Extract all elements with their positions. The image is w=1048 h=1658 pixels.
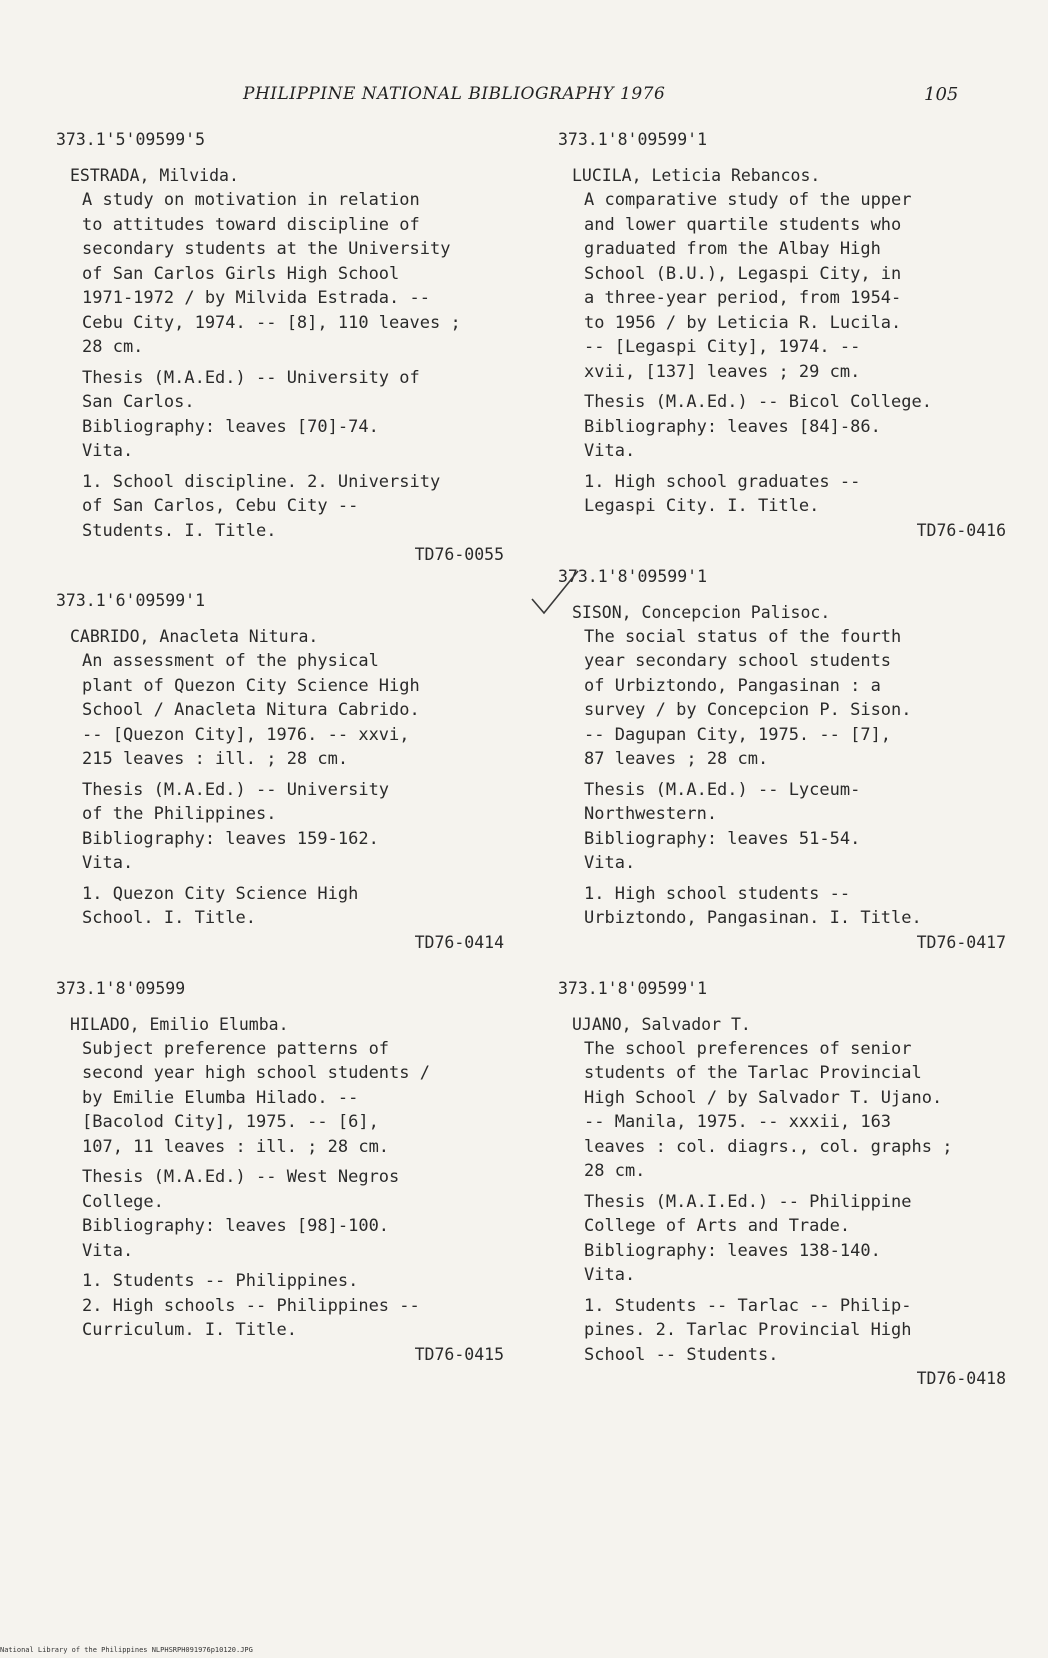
author-heading: SISON, Concepcion Palisoc. — [572, 602, 831, 622]
title-description: The social status of the fourth year secondary school students of Urbiztondo, Pangasinan : a survey / by Concepcion P. Sison. -- Dagupan City, 1975. -- [7], 87 leaves ; 28 cm. — [584, 626, 912, 769]
title-description: The school preferences of senior students of the Tarlac Provincial High School / by Salvador T. Ujano. -- Manila, 1975. -- xxxii, 163 leaves : col. diagrs., col. graphs ; 28 cm. — [584, 1038, 953, 1181]
bibliographic-entry — [56, 977, 506, 1367]
subject-tracings: 1. School discipline. 2. University of San Carlos, Cebu City -- Students. I. Title. — [82, 471, 441, 541]
author-heading: HILADO, Emilio Elumba. — [70, 1014, 289, 1034]
left-column — [56, 128, 506, 1389]
title-description: A study on motivation in relation to attitudes toward discipline of secondary students at the University of San Carlos Girls High School 1971-1972 / by Milvida Estrada. -- Cebu City, 1974. -- [8], 110 leaves ; 28 cm. — [82, 190, 461, 357]
subject-tracings: 1. Students -- Tarlac -- Philip- pines. 2. Tarlac Provincial High School -- Students. — [584, 1295, 912, 1365]
subject-tracings: 1. High school students -- Urbiztondo, Pangasinan. I. Title. — [584, 883, 922, 928]
call-number: 373.1'8'09599'1 — [558, 566, 708, 586]
check-mark-icon — [530, 569, 582, 617]
running-title: PHILIPPINE NATIONAL BIBLIOGRAPHY 1976 — [243, 84, 666, 104]
page-number: 105 — [924, 84, 959, 105]
title-description: A comparative study of the upper and lower quartile students who graduated from the Albay High School (B.U.), Legaspi City, in a three-year period, from 1954- to 1956 / by Leticia R. Lucila. -- [Legaspi City], 1974. -- xvii, [137] leaves ; 29 cm. — [584, 190, 912, 382]
control-number: TD76-0417 — [916, 932, 1006, 952]
thesis-notes: Thesis (M.A.I.Ed.) -- Philippine College of Arts and Trade. Bibliography: leaves 138-140. Vita. — [584, 1191, 912, 1285]
author-heading: LUCILA, Leticia Rebancos. — [572, 166, 821, 185]
bibliographic-entry — [56, 589, 506, 955]
control-number: TD76-0416 — [916, 520, 1006, 540]
control-number: TD76-0414 — [414, 932, 504, 952]
call-number: 373.1'5'09599'5 — [56, 130, 206, 149]
title-description: Subject preference patterns of second year high school students / by Emilie Elumba Hilado. -- [Bacolod City], 1975. -- [6], 107, 11 leaves : ill. ; 28 cm. — [82, 1038, 430, 1157]
bibliographic-entry — [558, 977, 1008, 1392]
call-number: 373.1'6'09599'1 — [56, 591, 206, 610]
call-number: 373.1'8'09599 — [56, 978, 186, 998]
scan-footer: National Library of the Philippines NLPHSRPH091976p10120.JPG — [0, 1646, 253, 1654]
subject-tracings: 1. High school graduates -- Legaspi City. I. Title. — [584, 471, 861, 516]
bibliographic-entry — [558, 565, 1008, 955]
subject-tracings: 1. Quezon City Science High School. I. Title. — [82, 883, 359, 928]
bibliographic-entry — [56, 128, 506, 567]
thesis-notes: Thesis (M.A.Ed.) -- Lyceum- Northwestern. Bibliography: leaves 51-54. Vita. — [584, 779, 861, 873]
control-number: TD76-0415 — [414, 1344, 504, 1364]
bibliographic-entry — [558, 128, 1008, 543]
thesis-notes: Thesis (M.A.Ed.) -- University of San Carlos. Bibliography: leaves [70]-74. Vita. — [82, 367, 420, 461]
title-description: An assessment of the physical plant of Quezon City Science High School / Anacleta Nitura Cabrido. -- [Quezon City], 1976. -- xxvi, 215 leaves : ill. ; 28 cm. — [82, 651, 420, 769]
thesis-notes: Thesis (M.A.Ed.) -- University of the Philippines. Bibliography: leaves 159-162. Vita. — [82, 779, 390, 873]
control-number: TD76-0055 — [414, 545, 504, 564]
call-number: 373.1'8'09599'1 — [558, 130, 708, 149]
thesis-notes: Thesis (M.A.Ed.) -- West Negros College. Bibliography: leaves [98]-100. Vita. — [82, 1167, 400, 1261]
author-heading: ESTRADA, Milvida. — [70, 166, 239, 185]
author-heading: UJANO, Salvador T. — [572, 1014, 751, 1034]
right-column — [558, 128, 1008, 1413]
call-number: 373.1'8'09599'1 — [558, 978, 708, 998]
author-heading: CABRIDO, Anacleta Nitura. — [70, 627, 319, 646]
thesis-notes: Thesis (M.A.Ed.) -- Bicol College. Bibliography: leaves [84]-86. Vita. — [584, 392, 932, 461]
control-number: TD76-0418 — [916, 1369, 1006, 1388]
subject-tracings: 1. Students -- Philippines. 2. High schools -- Philippines -- Curriculum. I. Title. — [82, 1271, 420, 1340]
